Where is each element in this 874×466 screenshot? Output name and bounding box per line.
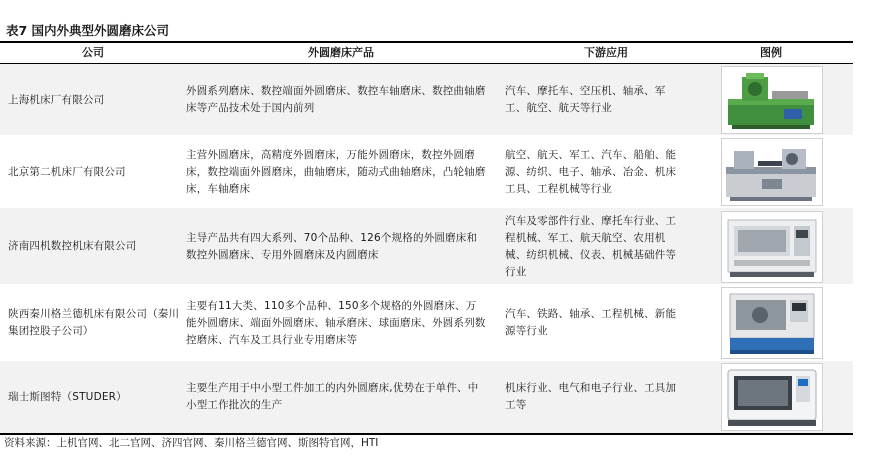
header-usage: 下游应用 [584,46,628,59]
company-cell: 陕西秦川格兰德机床有限公司（秦川集团控股子公司） [8,308,180,337]
product-cell: 外圆系列磨床、数控端面外圆磨床、数控车轴磨床、数控曲轴磨床等产品技术处于国内前列 [186,85,486,114]
table-row [0,64,853,136]
machine-photo-qinchuan [721,287,823,359]
header-picture: 图例 [760,46,782,59]
machine-photo-shanghai [721,66,823,134]
product-cell: 主要有11大类、110多个品种、150多个规格的外圆磨床、万能外圆磨床、端面外圆磨床、轴承磨床、球面磨床、外圆系列数控磨床、汽车及工具行业专用磨床等 [186,299,486,346]
table-row [0,136,853,208]
company-cell: 北京第二机床厂有限公司 [8,165,126,178]
product-cell: 主营外圆磨床，高精度外圆磨床，万能外圆磨床，数控外圆磨床，数控端面外圆磨床，曲轴磨床，随动式曲轴磨床，凸轮轴磨床，车轴磨床 [186,148,486,195]
usage-cell: 汽车及零部件行业、摩托车行业、工程机械、军工、航天航空、农用机械、纺织机械、仪表、机械基础件等行业 [505,214,677,278]
machine-photo-beijing [721,138,823,206]
product-cell: 主导产品共有四大系列、70个品种、126个规格的外圆磨床和数控外圆磨床、专用外圆磨床及内圆磨床 [186,231,478,261]
usage-cell: 机床行业、电气和电子行业、工具加工等 [505,382,677,411]
header-product: 外圆磨床产品 [308,46,374,59]
usage-cell: 汽车、摩托车、空压机、轴承、军工、航空、航天等行业 [505,85,666,114]
company-cell: 上海机床厂有限公司 [8,93,105,106]
header-company: 公司 [82,46,104,59]
company-cell: 济南四机数控机床有限公司 [8,240,137,252]
machine-photo-jinan [721,211,823,283]
table-row [0,361,853,433]
machine-photo-studer [721,363,823,431]
source-note: 资料来源：上机官网、北二官网、济四官网、秦川格兰德官网、斯图特官网，HTI [4,437,379,449]
table-title: 表7 国内外典型外圆磨床公司 [6,23,170,38]
table-row [0,208,853,285]
table-row [0,285,853,361]
usage-cell: 汽车、铁路、轴承、工程机械、新能源等行业 [505,308,677,337]
product-cell: 主要生产用于中小型工件加工的内外圆磨床,优势在于单件、中小型工作批次的生产 [186,382,479,411]
usage-cell: 航空、航天、军工、汽车、船舶、能源、纺织、电子、轴承、冶金、机床工具、工程机械等行业 [505,148,677,195]
company-cell: 瑞士斯图特（STUDER） [8,390,127,403]
